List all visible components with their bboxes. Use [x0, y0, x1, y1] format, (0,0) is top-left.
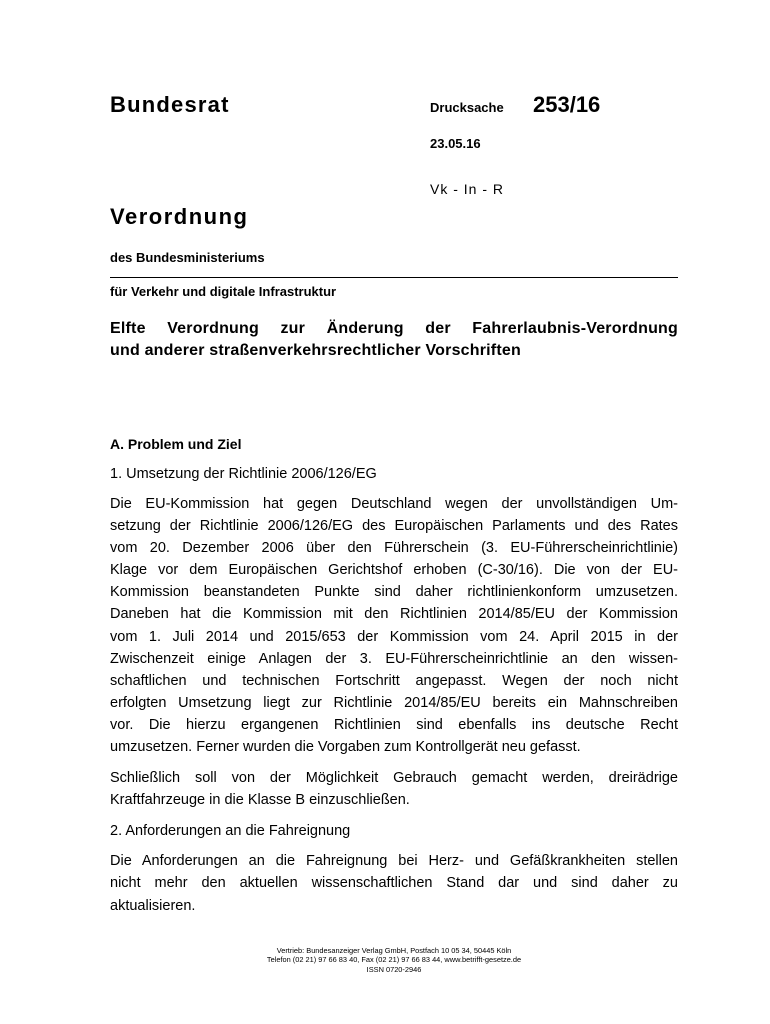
sub-heading: 2. Anforderungen an die Fahreignung [110, 823, 351, 840]
header-divider [110, 277, 678, 278]
paragraph-line: setzung der Richtlinie 2006/126/EG des Europäischen Parlaments und des Rates [110, 518, 678, 535]
paragraph-line: Zwischenzeit einige Anlagen der 3. EU-Führerscheinrichtlinie an den wissen- [110, 650, 678, 667]
paragraph-line: Kommission beanstandeten Punkte sind daher richtlinienkonform umzusetzen. [110, 584, 678, 601]
paragraph-line: vom 20. Dezember 2006 über den Führerschein (3. EU-Führerscheinrichtlinie) [110, 540, 678, 557]
paragraph-line: schaftlichen und technischen Fortschritt angepasst. Wegen der noch nicht [110, 672, 678, 689]
document-date: 23.05.16 [430, 136, 481, 151]
paragraph-line: Die Anforderungen an die Fahreignung bei Herz- und Gefäßkrankheiten stellen [110, 853, 678, 870]
publisher-footer [110, 946, 678, 974]
paragraph-line: Kraftfahrzeuge in die Klasse B einzuschließen. [110, 792, 410, 809]
paragraph [110, 767, 678, 811]
paragraph-line: aktualisieren. [110, 897, 196, 914]
paragraph-line: erfolgten Umsetzung liegt zur Richtlinie 2014/85/EU bereits ein Mahnschreiben [110, 694, 678, 711]
footer-line: Vertrieb: Bundesanzeiger Verlag GmbH, Postfach 10 05 34, 50445 Köln [276, 946, 512, 955]
footer-line: Telefon (02 21) 97 66 83 40, Fax (02 21) 97 66 83 44, www.betrifft-gesetze.de [266, 955, 522, 965]
paragraph-line: umzusetzen. Ferner wurden die Vorgaben zum Kontrollgerät neu gefasst. [110, 739, 581, 756]
committee-code: Vk - In - R [430, 181, 505, 197]
document-body [110, 296, 678, 917]
paragraph-line: Die EU-Kommission hat gegen Deutschland wegen der unvollständigen Um- [110, 496, 678, 512]
drucksache-number: 253/16 [533, 92, 601, 117]
paragraph-line: vor. Die hierzu ergangenen Richtlinien sind ebenfalls ins deutsche Recht [110, 716, 678, 733]
document-type: Verordnung [110, 204, 249, 229]
paragraph-line: Schließlich soll von der Möglichkeit Gebrauch gemacht werden, dreirädrige [110, 770, 678, 787]
section-heading: A. Problem und Ziel [110, 436, 242, 452]
paragraph-line: nicht mehr den aktuellen wissenschaftlichen Stand dar und sind daher zu [110, 875, 678, 892]
paragraph-line: Klage vor dem Europäischen Gerichtshof erhoben (C-30/16). Die von der EU- [110, 562, 678, 579]
paragraph [110, 493, 678, 758]
sub-heading: 1. Umsetzung der Richtlinie 2006/126/EG [110, 466, 377, 482]
institution-name: Bundesrat [110, 92, 230, 117]
regulation-title [110, 296, 678, 384]
title-line: und anderer straßenverkehrsrechtlicher Vorschriften [110, 342, 521, 359]
paragraph-line: Daneben hat die Kommission mit den Richtlinien 2014/85/EU der Kommission [110, 606, 678, 623]
paragraph-line: vom 1. Juli 2014 und 2015/653 der Kommission vom 24. April 2015 in der [110, 628, 678, 645]
title-line: Elfte Verordnung zur Änderung der Fahrerlaubnis-Verordnung [110, 320, 678, 337]
ministry-line: des Bundesministeriums [110, 250, 265, 265]
ministry-line: für Verkehr und digitale Infrastruktur [110, 284, 337, 299]
drucksache-label: Drucksache [430, 100, 504, 115]
footer-line: ISSN 0720-2946 [366, 964, 422, 974]
paragraph [110, 850, 678, 916]
